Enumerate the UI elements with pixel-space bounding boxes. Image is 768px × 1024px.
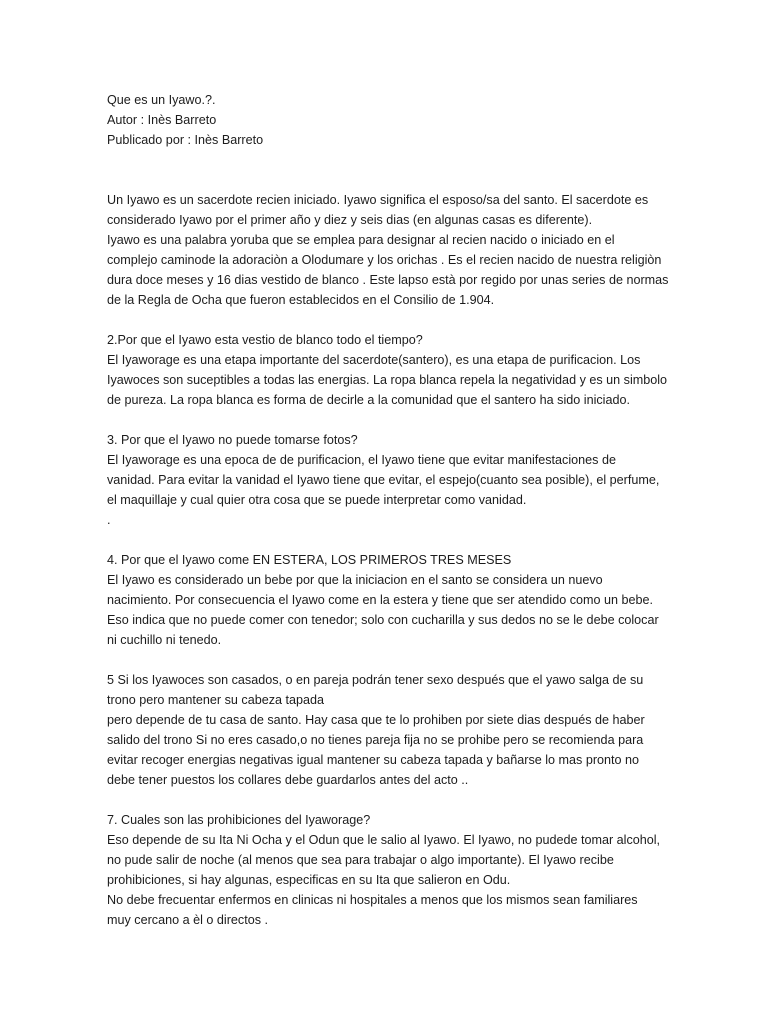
paragraph-line: Eso indica que no puede comer con tenedor; solo con cucharilla y sus dedos no se le debe colocar (107, 613, 659, 627)
section-heading: 5 Si los Iyawoces son casados, o en pareja podrán tener sexo después que el yawo salga de su (107, 673, 644, 687)
paragraph-line: considerado Iyawo por el primer año y diez y seis dias (en algunas casas es diferente). (107, 213, 593, 227)
paragraph-line: muy cercano a èl o directos . (107, 913, 268, 927)
paragraph-line: de la Regla de Ocha que fueron establecidos en el Consilio de 1.904. (107, 293, 495, 307)
paragraph-line: Un Iyawo es un sacerdote recien iniciado. Iyawo significa el esposo/sa del santo. El sacerdote es (107, 193, 649, 207)
spacer (107, 530, 667, 550)
section-heading: 2.Por que el Iyawo esta vestio de blanco todo el tiempo? (107, 333, 423, 347)
intro-paragraph (107, 190, 667, 310)
paragraph-line: salido del trono Si no eres casado,o no tienes pareja fija no se prohibe pero se recomienda para (107, 733, 644, 747)
section-heading: 3. Por que el Iyawo no puede tomarse fotos? (107, 433, 358, 447)
paragraph-line: Eso depende de su Ita Ni Ocha y el Odun que le salio al Iyawo. El Iyawo, no pudede tomar alcohol, (107, 833, 661, 847)
section-eats-on-mat (107, 550, 667, 650)
paragraph-line: prohibiciones, si hay algunas, especificas en su Ita que salieron en Odu. (107, 873, 511, 887)
section-heading: 4. Por que el Iyawo come EN ESTERA, LOS PRIMEROS TRES MESES (107, 553, 512, 567)
author-line: Autor : Inès Barreto (107, 113, 217, 127)
paragraph-line: complejo caminode la adoraciòn a Olodumare y los orichas . Es el recien nacido de nuestra religiòn (107, 253, 662, 267)
document-title: Que es un Iyawo.?. (107, 93, 216, 107)
paragraph-line: El Iyawo es considerado un bebe por que la iniciacion en el santo se considera un nuevo (107, 573, 603, 587)
paragraph-line: no pude salir de noche (al menos que sea para trabajar o algo importante). El Iyawo recibe (107, 853, 614, 867)
paragraph-line: . (107, 513, 111, 527)
paragraph-line: pero depende de tu casa de santo. Hay casa que te lo prohiben por siete dias después de haber (107, 713, 645, 727)
paragraph-line: debe tener puestos los collares debe guardarlos antes del acto .. (107, 773, 469, 787)
paragraph-line: trono pero mantener su cabeza tapada (107, 693, 325, 707)
paragraph-line: el maquillaje y cual quier otra cosa que se puede interpretar como vanidad. (107, 493, 527, 507)
section-no-photos (107, 430, 667, 530)
section-prohibitions (107, 810, 667, 930)
document-body (107, 90, 667, 930)
paragraph-line: ni cuchillo ni tenedo. (107, 633, 222, 647)
section-married-iyawos (107, 670, 667, 790)
section-heading: 7. Cuales son las prohibiciones del Iyaworage? (107, 813, 371, 827)
paragraph-line: El Iyaworage es una epoca de de purificacion, el Iyawo tiene que evitar manifestaciones de (107, 453, 616, 467)
spacer (107, 410, 667, 430)
paragraph-line: No debe frecuentar enfermos en clinicas ni hospitales a menos que los mismos sean familiares (107, 893, 638, 907)
paragraph-line: nacimiento. Por consecuencia el Iyawo come en la estera y tiene que ser atendido como un bebe. (107, 593, 654, 607)
paragraph-line: evitar recoger energias negativas igual mantener su cabeza tapada y bañarse lo mas pronto no (107, 753, 640, 767)
spacer (107, 790, 667, 810)
paragraph-line: dura doce meses y 16 dias vestido de blanco . Este lapso està por regido por unas series de normas (107, 273, 669, 287)
paragraph-line: Iyawoces son suceptibles a todas las energias. La ropa blanca repela la negatividad y es un simbolo (107, 373, 668, 387)
spacer (107, 650, 667, 670)
paragraph-line: El Iyaworage es una etapa importante del sacerdote(santero), es una etapa de purificacion. Los (107, 353, 641, 367)
paragraph-line: vanidad. Para evitar la vanidad el Iyawo tiene que evitar, el espejo(cuanto sea posible), el perfume, (107, 473, 660, 487)
paragraph-line: de pureza. La ropa blanca es forma de decirle a la comunidad que el santero ha sido iniciado. (107, 393, 630, 407)
spacer (107, 310, 667, 330)
publisher-line: Publicado por : Inès Barreto (107, 133, 264, 147)
spacer (107, 150, 667, 190)
paragraph-line: Iyawo es una palabra yoruba que se emplea para designar al recien nacido o iniciado en el (107, 233, 615, 247)
section-white-clothing (107, 330, 667, 410)
